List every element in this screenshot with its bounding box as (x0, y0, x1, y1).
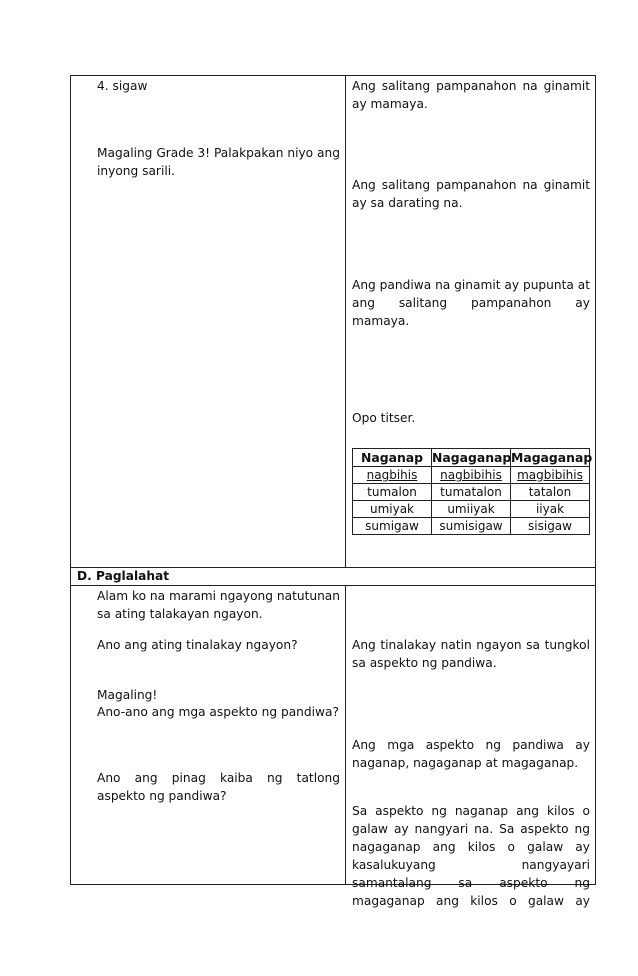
header-naganap: Naganap (353, 449, 432, 467)
teacher-line-three-b: Ano-ano ang mga aspekto ng pandiwa? (97, 705, 339, 719)
teacher-line-three-a: Magaling! (97, 688, 158, 702)
answer-one: Ang salitang pampanahon na ginamit ay mamaya. (352, 79, 590, 111)
teacher-line-four: Ano ang pinag kaiba ng tatlong aspekto ng pandiwa? (97, 771, 340, 803)
student-answer-one: Ang tinalakay natin ngayon sa tungkol sa aspekto ng pandiwa. (352, 638, 590, 670)
table-cell: umiiyak (432, 501, 511, 518)
table-cell: umiyak (353, 501, 432, 518)
table-cell: nagbihis (366, 468, 418, 482)
answer-two: Ang salitang pampanahon na ginamit ay sa darating na. (352, 178, 590, 210)
teacher-line-one: Alam ko na marami ngayong natutunan sa ating talakayan ngayon. (97, 589, 340, 621)
table-cell: tatalon (511, 484, 590, 501)
table-cell: nagbibihis (440, 468, 502, 482)
column-divider-top (345, 75, 346, 567)
answer-four: Opo titser. (352, 411, 416, 425)
verb-aspect-table (352, 448, 593, 535)
table-cell: sisigaw (511, 518, 590, 535)
item-four: 4. sigaw (97, 79, 148, 93)
table-cell: tumalon (353, 484, 432, 501)
row-divider-2 (70, 585, 596, 586)
table-row (353, 484, 590, 501)
student-answer-two: Ang mga aspekto ng pandiwa ay naganap, nagaganap at magaganap. (352, 738, 590, 770)
praise-text: Magaling Grade 3! Palakpakan niyo ang inyong sarili. (97, 146, 340, 178)
table-cell: iiyak (511, 501, 590, 518)
section-d-heading: D. Paglalahat (77, 569, 170, 583)
answer-three: Ang pandiwa na ginamit ay pupunta at ang salitang pampanahon ay mamaya. (352, 278, 590, 328)
header-magaganap: Magaganap (511, 449, 593, 465)
header-nagaganap: Nagaganap (432, 449, 512, 465)
table-cell: magbibihis (517, 468, 583, 482)
table-cell: sumigaw (353, 518, 432, 535)
teacher-line-two: Ano ang ating tinalakay ngayon? (97, 638, 298, 652)
table-row (353, 467, 590, 484)
table-row (353, 501, 590, 518)
column-divider-bottom (345, 585, 346, 885)
table-cell: tumatalon (432, 484, 511, 501)
table-row (353, 518, 590, 535)
table-cell: sumisigaw (432, 518, 511, 535)
student-answer-three: Sa aspekto ng naganap ang kilos o galaw ay nangyari na. Sa aspekto ng nagaganap ang kilos o galaw ay kasalukuyang nangyayari samantalang sa aspekto ng magaganap ang kilos o galaw ay (352, 804, 590, 908)
